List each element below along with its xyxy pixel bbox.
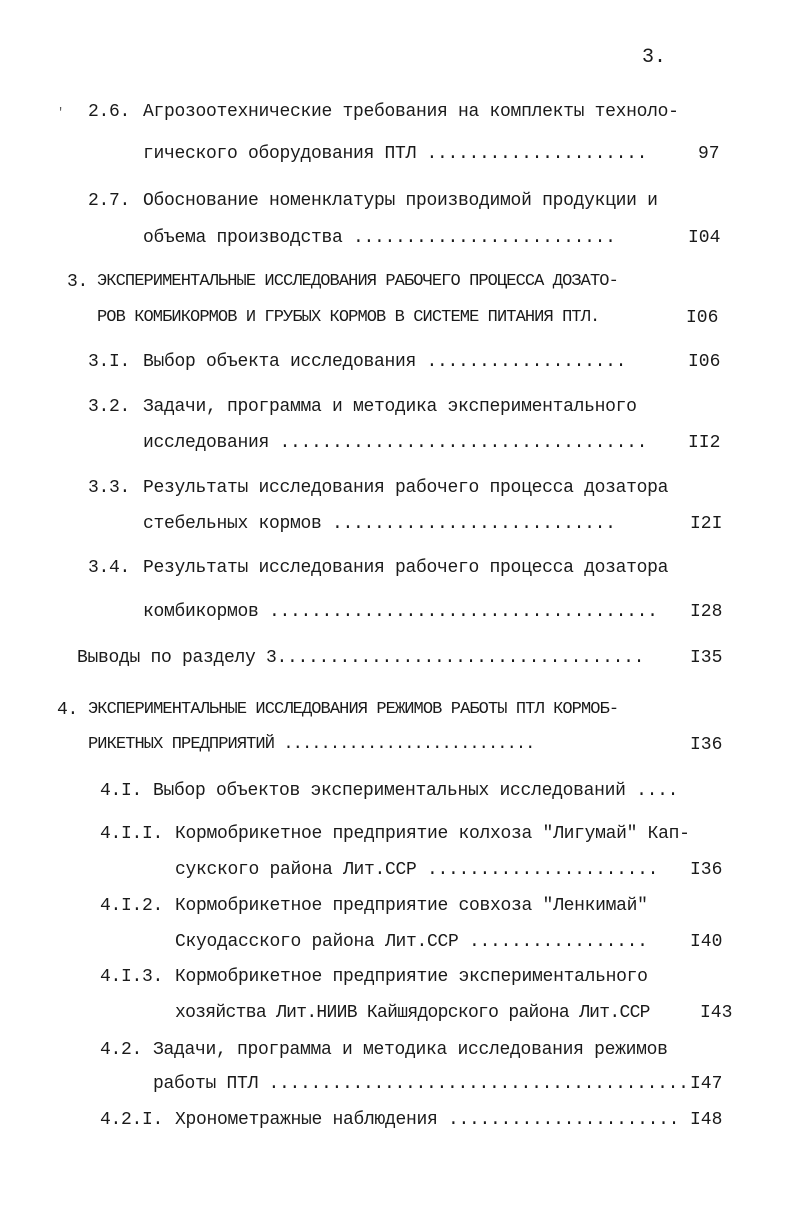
toc-entry-number: 4.I.2.	[100, 896, 164, 916]
toc-entry-title-line: Хронометражные наблюдения ......................	[175, 1110, 680, 1130]
toc-entry-title-line: Выводы по разделу 3...................................	[77, 648, 645, 668]
toc-entry-title-line: Выбор объектов экспериментальных исследований ....	[153, 781, 679, 801]
toc-entry-number: 3.2.	[88, 397, 131, 417]
toc-entry-number: 3.	[67, 272, 89, 292]
toc-entry-page: I04	[688, 228, 721, 248]
toc-entry-title-line: Агрозоотехнические требования на комплекты техноло-	[143, 102, 679, 122]
toc-entry-page: I40	[690, 932, 723, 952]
toc-entry-page: 97	[698, 144, 720, 164]
toc-entry-page: I36	[690, 860, 723, 880]
toc-entry-number: 2.7.	[88, 191, 131, 211]
toc-entry-title-line: работы ПТЛ ........................................	[153, 1074, 689, 1094]
toc-entry-title-line: гического оборудования ПТЛ .....................	[143, 144, 648, 164]
toc-entry-title-line: комбикормов .....................................	[143, 602, 658, 622]
toc-entry-title-line: Результаты исследования рабочего процесса дозатора	[143, 558, 669, 578]
toc-entry-number: 2.6.	[88, 102, 131, 122]
toc-entry-number: 4.	[57, 700, 79, 720]
toc-entry-number: 3.3.	[88, 478, 131, 498]
toc-entry-title-line: Кормобрикетное предприятие колхоза "Лигумай" Кап-	[175, 824, 690, 844]
toc-entry-number: 4.I.	[100, 781, 143, 801]
toc-entry-title-line: ЭКСПЕРИМЕНТАЛЬНЫЕ ИССЛЕДОВАНИЯ РАБОЧЕГО ПРОЦЕССА ДОЗАТО-	[97, 272, 618, 291]
toc-entry-title-line: Кормобрикетное предприятие экспериментального	[175, 967, 648, 987]
toc-entry-page: I28	[690, 602, 723, 622]
toc-entry-title-line: Выбор объекта исследования ...................	[143, 352, 627, 372]
toc-entry-title-line: Результаты исследования рабочего процесса дозатора	[143, 478, 669, 498]
toc-entry-title-line: сукского района Лит.ССР ......................	[175, 860, 659, 880]
toc-entry-title-line: Кормобрикетное предприятие совхоза "Ленкимай"	[175, 896, 648, 916]
toc-entry-title-line: РОВ КОМБИКОРМОВ И ГРУБЫХ КОРМОВ В СИСТЕМЕ ПИТАНИЯ ПТЛ.	[97, 308, 600, 327]
toc-entry-title-line: Задачи, программа и методика исследования режимов	[153, 1040, 668, 1060]
toc-entry-page: I47	[690, 1074, 723, 1094]
toc-entry-title-line: РИКЕТНЫХ ПРЕДПРИЯТИЙ ...........................	[88, 735, 535, 754]
toc-entry-page: I43	[700, 1003, 733, 1023]
toc-entry-number: 4.2.	[100, 1040, 143, 1060]
toc-entry-title-line: Задачи, программа и методика экспериментального	[143, 397, 637, 417]
toc-entry-number: 4.I.3.	[100, 967, 164, 987]
toc-entry-page: I06	[686, 308, 719, 328]
toc-entry-title-line: стебельных кормов ...........................	[143, 514, 616, 534]
toc-entry-page: II2	[688, 433, 721, 453]
toc-entry-number: 4.I.I.	[100, 824, 164, 844]
toc-entry-page: I35	[690, 648, 723, 668]
toc-entry-number: 3.I.	[88, 352, 131, 372]
toc-entry-number: 3.4.	[88, 558, 131, 578]
toc-entry-page: I06	[688, 352, 721, 372]
toc-entry-page: I2I	[690, 514, 723, 534]
toc-entry-title-line: объема производства .........................	[143, 228, 616, 248]
toc-entry-title-line: Обоснование номенклатуры производимой продукции и	[143, 191, 658, 211]
toc-entry-page: I36	[690, 735, 723, 755]
toc-entry-page: I48	[690, 1110, 723, 1130]
toc-entry-title-line: хозяйства Лит.НИИВ Кайшядорского района Лит.ССР	[175, 1003, 650, 1023]
toc-entry-number: 4.2.I.	[100, 1110, 164, 1130]
toc-entry-title-line: ЭКСПЕРИМЕНТАЛЬНЫЕ ИССЛЕДОВАНИЯ РЕЖИМОВ РАБОТЫ ПТЛ КОРМОБ-	[88, 700, 619, 719]
margin-mark: '	[57, 106, 65, 120]
toc-entry-title-line: исследования ...................................	[143, 433, 648, 453]
page-number: 3.	[642, 46, 667, 69]
toc-entry-title-line: Скуодасского района Лит.ССР .................	[175, 932, 648, 952]
